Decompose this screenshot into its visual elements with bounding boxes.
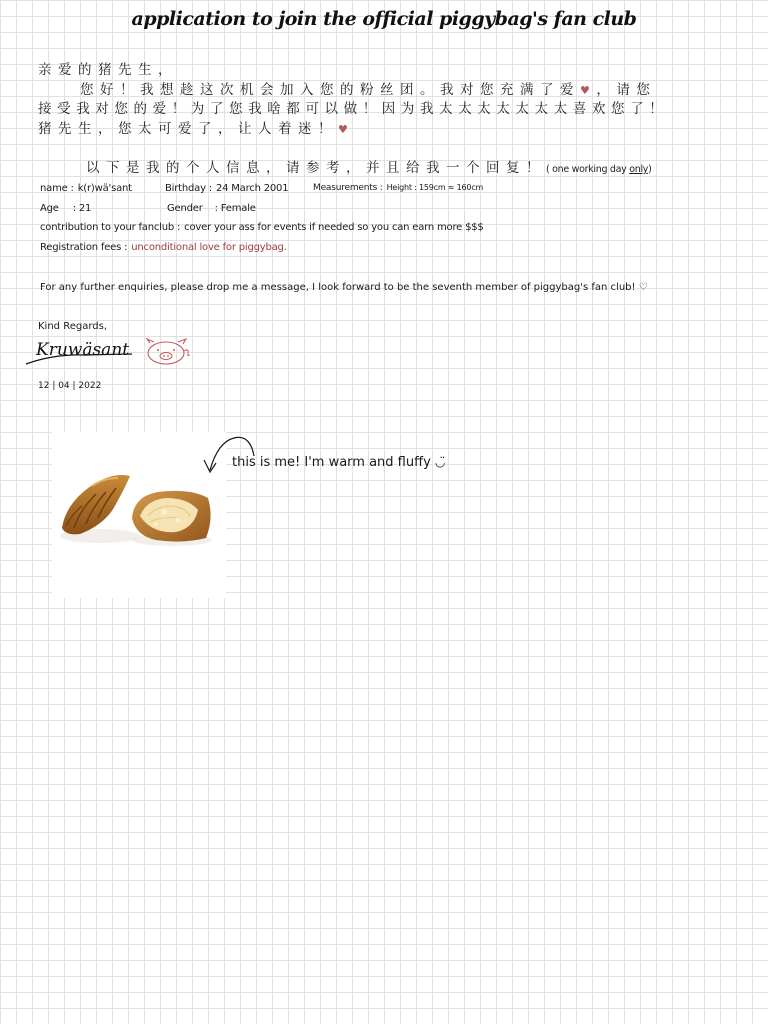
age-label: Age (40, 203, 59, 214)
date: 12 | 04 | 2022 (38, 381, 102, 391)
letter-line-2: 接受我对您的爱！为了您我啥都可以做！因为我太太太太太太太喜欢您了！ (38, 101, 669, 117)
birthday-value: 24 March 2001 (215, 183, 289, 194)
pig-icon (142, 338, 192, 368)
fees-field (40, 242, 287, 253)
letter-line-4-text: 以下是我的个人信息，请参考，并且给我一个回复！ (86, 160, 546, 176)
letter-line-4 (86, 156, 652, 176)
signature-underline (24, 348, 136, 368)
letter-line-1-tail: ，请您 (596, 82, 657, 98)
letter-line-3 (38, 117, 354, 137)
heart-outline-icon: ♡ (638, 282, 648, 293)
heart-icon: ♥ (580, 84, 597, 97)
fees-value: unconditional love for piggybag. (131, 242, 287, 253)
gender-label: Gender (167, 203, 203, 214)
measurements-label: Measurements : (313, 183, 383, 193)
age-field (40, 203, 91, 214)
birthday-label: Birthday : (165, 183, 212, 194)
reply-note-only: only (629, 164, 649, 175)
photo-caption-text: this is me! I'm warm and fluffy (232, 455, 431, 470)
page-title: application to join the official piggybag's fan club (131, 8, 637, 30)
closing: Kind Regards, (38, 321, 107, 332)
greeting: 亲爱的猪先生， (38, 62, 178, 78)
measurements-field (313, 183, 483, 193)
name-value: k(r)wä'sant (77, 183, 132, 194)
reply-note-prefix: ( one working day (546, 164, 630, 175)
reply-note (546, 164, 652, 175)
contribution-value: cover your ass for events if needed so you can earn more $$$ (184, 222, 484, 233)
smiley-icon: ◡̈ (434, 455, 446, 469)
enquiries-text: For any further enquiries, please drop me a message, I look forward to be the seventh member of piggybag's fan club! (40, 282, 636, 293)
contribution-field (40, 222, 484, 233)
contribution-label: contribution to your fanclub : (40, 222, 181, 233)
age-value: : 21 (72, 203, 92, 214)
fees-label: Registration fees : (40, 242, 128, 253)
name-field (40, 183, 132, 194)
birthday-field (165, 183, 288, 194)
letter-line-1-text: 您好！我想趁这次机会加入您的粉丝团。我对您充满了爱 (80, 82, 580, 98)
name-label: name : (40, 183, 74, 194)
letter-line-1 (80, 78, 656, 98)
enquiries-line (40, 282, 648, 293)
reply-note-suffix: ) (648, 164, 652, 175)
photo-caption (232, 455, 445, 470)
heart-icon: ♥ (338, 123, 355, 136)
letter-line-3-text: 猪先生，您太可爱了，让人着迷！ (38, 121, 338, 137)
signature: Kruwäsant (36, 340, 130, 360)
gender-value: : Female (214, 203, 256, 214)
gender-field (167, 203, 256, 214)
measurements-value: Height : 159cm ≈ 160cm (386, 183, 484, 192)
